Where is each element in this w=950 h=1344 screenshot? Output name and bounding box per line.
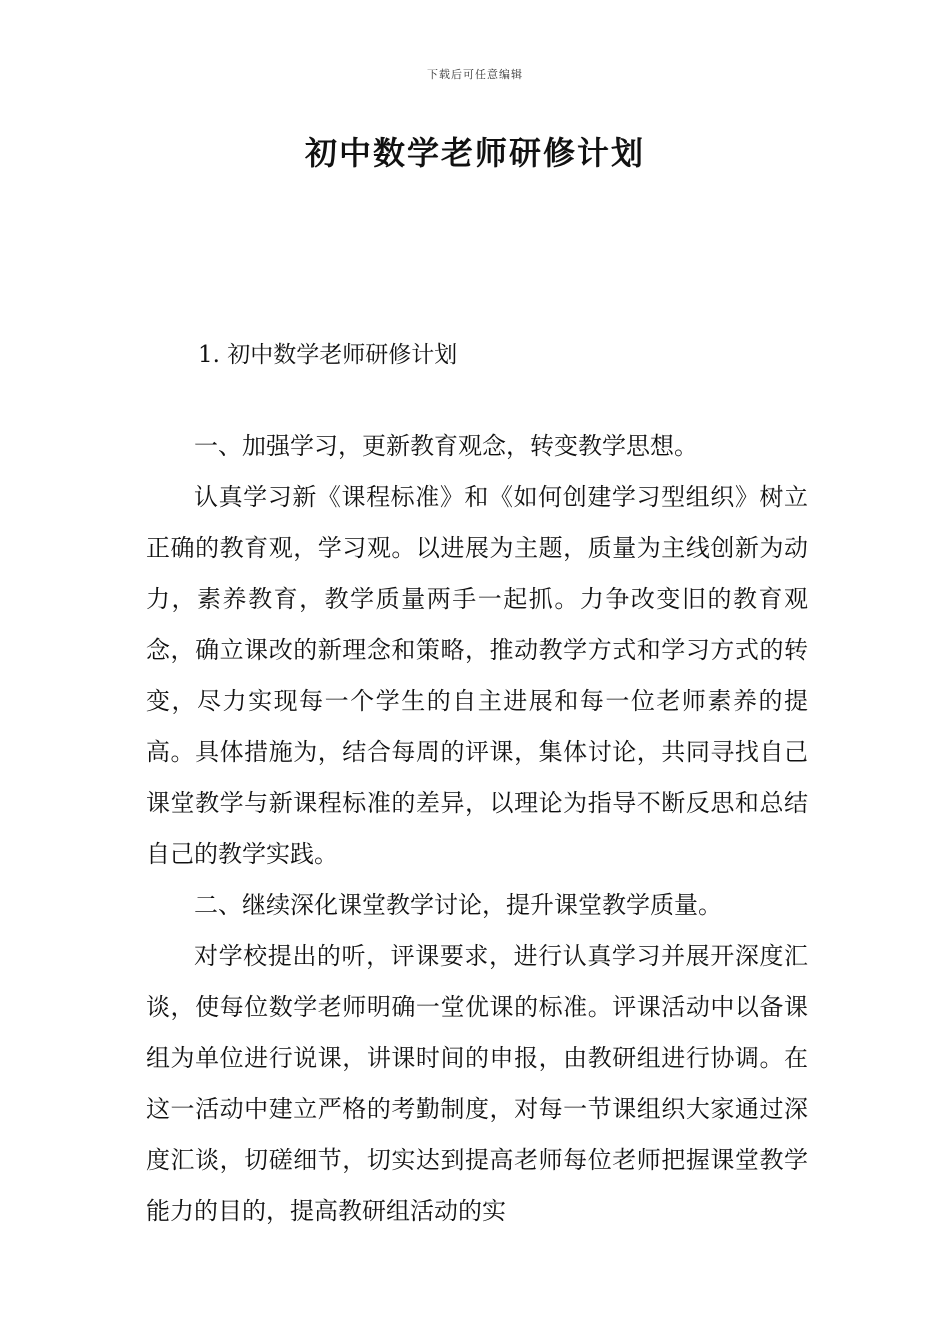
paragraph-heading-1: 一、加强学习，更新教育观念，转变教学思想。: [194, 432, 698, 460]
document-title: 初中数学老师研修计划: [304, 134, 645, 172]
document-body: [146, 421, 808, 1237]
header-note: 下载后可任意编辑: [427, 68, 523, 81]
paragraph-2: 对学校提出的听，评课要求，进行认真学习并展开深度汇谈，使每位数学老师明确一堂优课的标准。评课活动中以备课组为单位进行说课，讲课时间的申报，由教研组进行协调。在这一活动中建立严格的考勤制度，对每一节课组织大家通过深度汇谈，切磋细节，切实达到提高老师每位老师把握课堂教学能力的目的，提高教研组活动的实: [146, 942, 808, 1225]
paragraph-1: 认真学习新《课程标准》和《如何创建学习型组织》树立正确的教育观，学习观。以进展为主题，质量为主线创新为动力，素养教育，教学质量两手一起抓。力争改变旧的教育观念，确立课改的新理念和策略，推动教学方式和学习方式的转变，尽力实现每一个学生的自主进展和每一位老师素养的提高。具体措施为，结合每周的评课，集体讨论，共同寻找自己课堂教学与新课程标准的差异，以理论为指导不断反思和总结自己的教学实践。: [146, 483, 808, 868]
section-heading: 1. 初中数学老师研修计划: [198, 342, 458, 368]
paragraph-heading-2: 二、继续深化课堂教学讨论，提升课堂教学质量。: [194, 891, 722, 919]
